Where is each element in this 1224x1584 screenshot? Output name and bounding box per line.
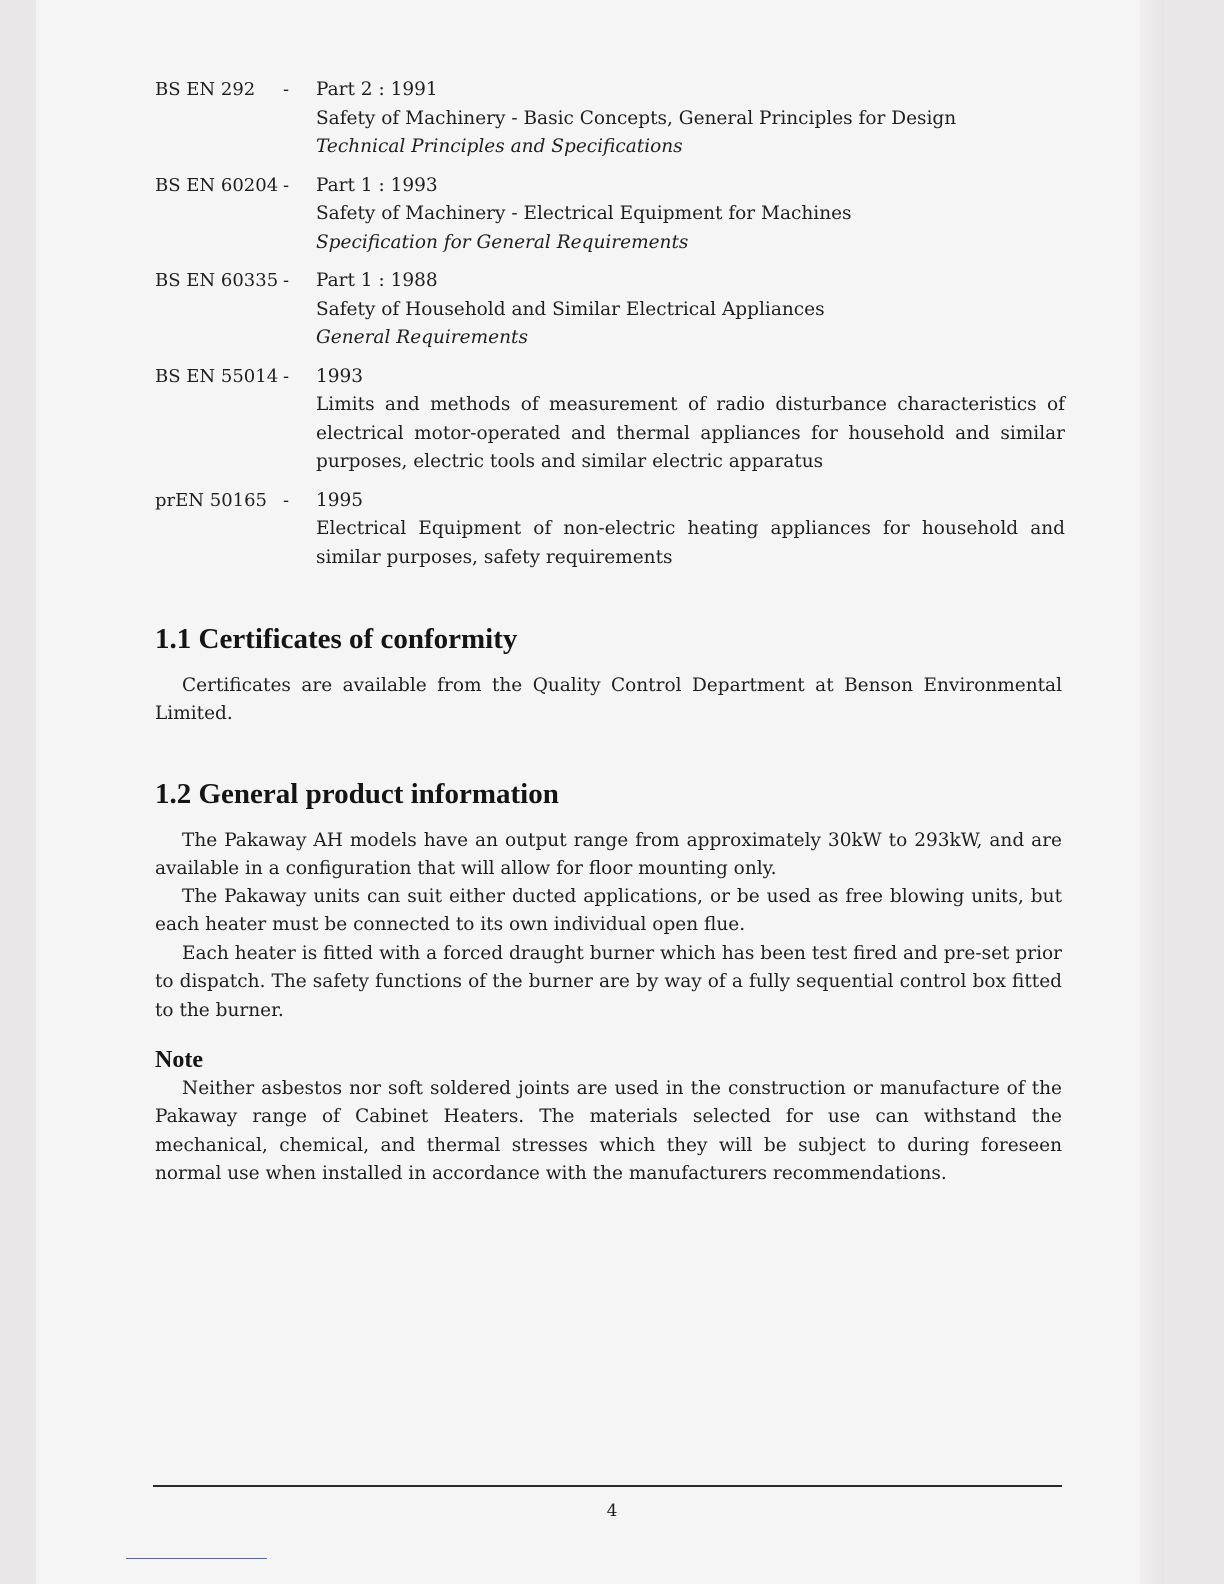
separator-dash: - xyxy=(283,174,290,196)
note-heading: Note xyxy=(155,1047,203,1073)
standard-code: BS EN 60204 xyxy=(155,174,279,196)
standard-details xyxy=(316,487,1065,573)
certificates-paragraph: Certificates are available from the Quality Control Department at Benson Environmental Limited. xyxy=(155,675,1062,725)
note-paragraph: Neither asbestos nor soft soldered joints are used in the construction or manufacture of the Pakaway range of Cabinet Heaters. The materials selected for use can withstand the mechanical, chemical, and thermal stresses which they will be subject to during foreseen normal use when installed in accordance with the manufacturers recommendations. xyxy=(155,1078,1062,1184)
standard-part: 1995 xyxy=(316,489,364,511)
standard-details xyxy=(316,172,1065,258)
separator-dash: - xyxy=(283,489,290,511)
standard-entry xyxy=(155,172,1065,258)
standard-details xyxy=(316,363,1065,477)
hyperlink-underline[interactable] xyxy=(126,1558,267,1559)
page-edge-shadow xyxy=(1140,0,1164,1584)
section-heading-certificates: 1.1 Certificates of conformity xyxy=(155,623,518,655)
standard-title: Safety of Machinery - Electrical Equipment for Machines xyxy=(316,203,852,224)
standard-code: BS EN 60335 xyxy=(155,270,279,291)
standard-entry xyxy=(155,267,1065,353)
standard-entry xyxy=(155,363,1065,477)
separator-dash: - xyxy=(283,270,290,291)
standard-subtitle: Technical Principles and Specifications xyxy=(316,136,683,157)
standard-details xyxy=(316,267,1065,353)
page-number: 4 xyxy=(606,1501,618,1521)
standard-subtitle: Specification for General Requirements xyxy=(316,231,689,253)
product-info-paragraph: The Pakaway AH models have an output range from approximately 30kW to 293kW, and are available in a configuration that will allow for floor mounting only. xyxy=(155,830,1062,880)
separator-dash: - xyxy=(283,365,290,387)
standard-subtitle: General Requirements xyxy=(316,327,528,348)
standard-part: Part 1 : 1993 xyxy=(316,174,438,196)
standard-part: 1993 xyxy=(316,365,364,387)
standard-title: Limits and methods of measurement of radio disturbance characteristics of electrical motor-operated and thermal appliances for household and similar purposes, electric tools and similar electric apparatus xyxy=(316,394,1065,472)
standard-code: BS EN 55014 xyxy=(155,365,279,387)
standard-entry xyxy=(155,76,1065,162)
standard-title: Safety of Household and Similar Electrical Appliances xyxy=(316,298,825,320)
standard-part: Part 1 : 1988 xyxy=(316,270,438,291)
standard-code: prEN 50165 xyxy=(155,489,267,511)
separator-dash: - xyxy=(283,79,290,100)
standard-part: Part 2 : 1991 xyxy=(316,79,438,100)
section-heading-product-info: 1.2 General product information xyxy=(155,778,559,810)
standard-title: Safety of Machinery - Basic Concepts, General Principles for Design xyxy=(316,107,957,129)
product-info-paragraph: Each heater is fitted with a forced draught burner which has been test fired and pre-set prior to dispatch. The safety functions of the burner are by way of a fully sequential control box fitted to the burner. xyxy=(155,943,1062,1021)
standard-entry xyxy=(155,487,1065,573)
standard-code: BS EN 292 xyxy=(155,79,256,100)
standard-title: Electrical Equipment of non-electric heating appliances for household and similar purposes, safety requirements xyxy=(316,518,1065,568)
standard-details xyxy=(316,76,1065,162)
standards-list xyxy=(155,76,1065,582)
product-info-paragraph: The Pakaway units can suit either ducted applications, or be used as free blowing units, but each heater must be connected to its own individual open flue. xyxy=(155,886,1062,936)
footer-rule xyxy=(153,1485,1062,1487)
